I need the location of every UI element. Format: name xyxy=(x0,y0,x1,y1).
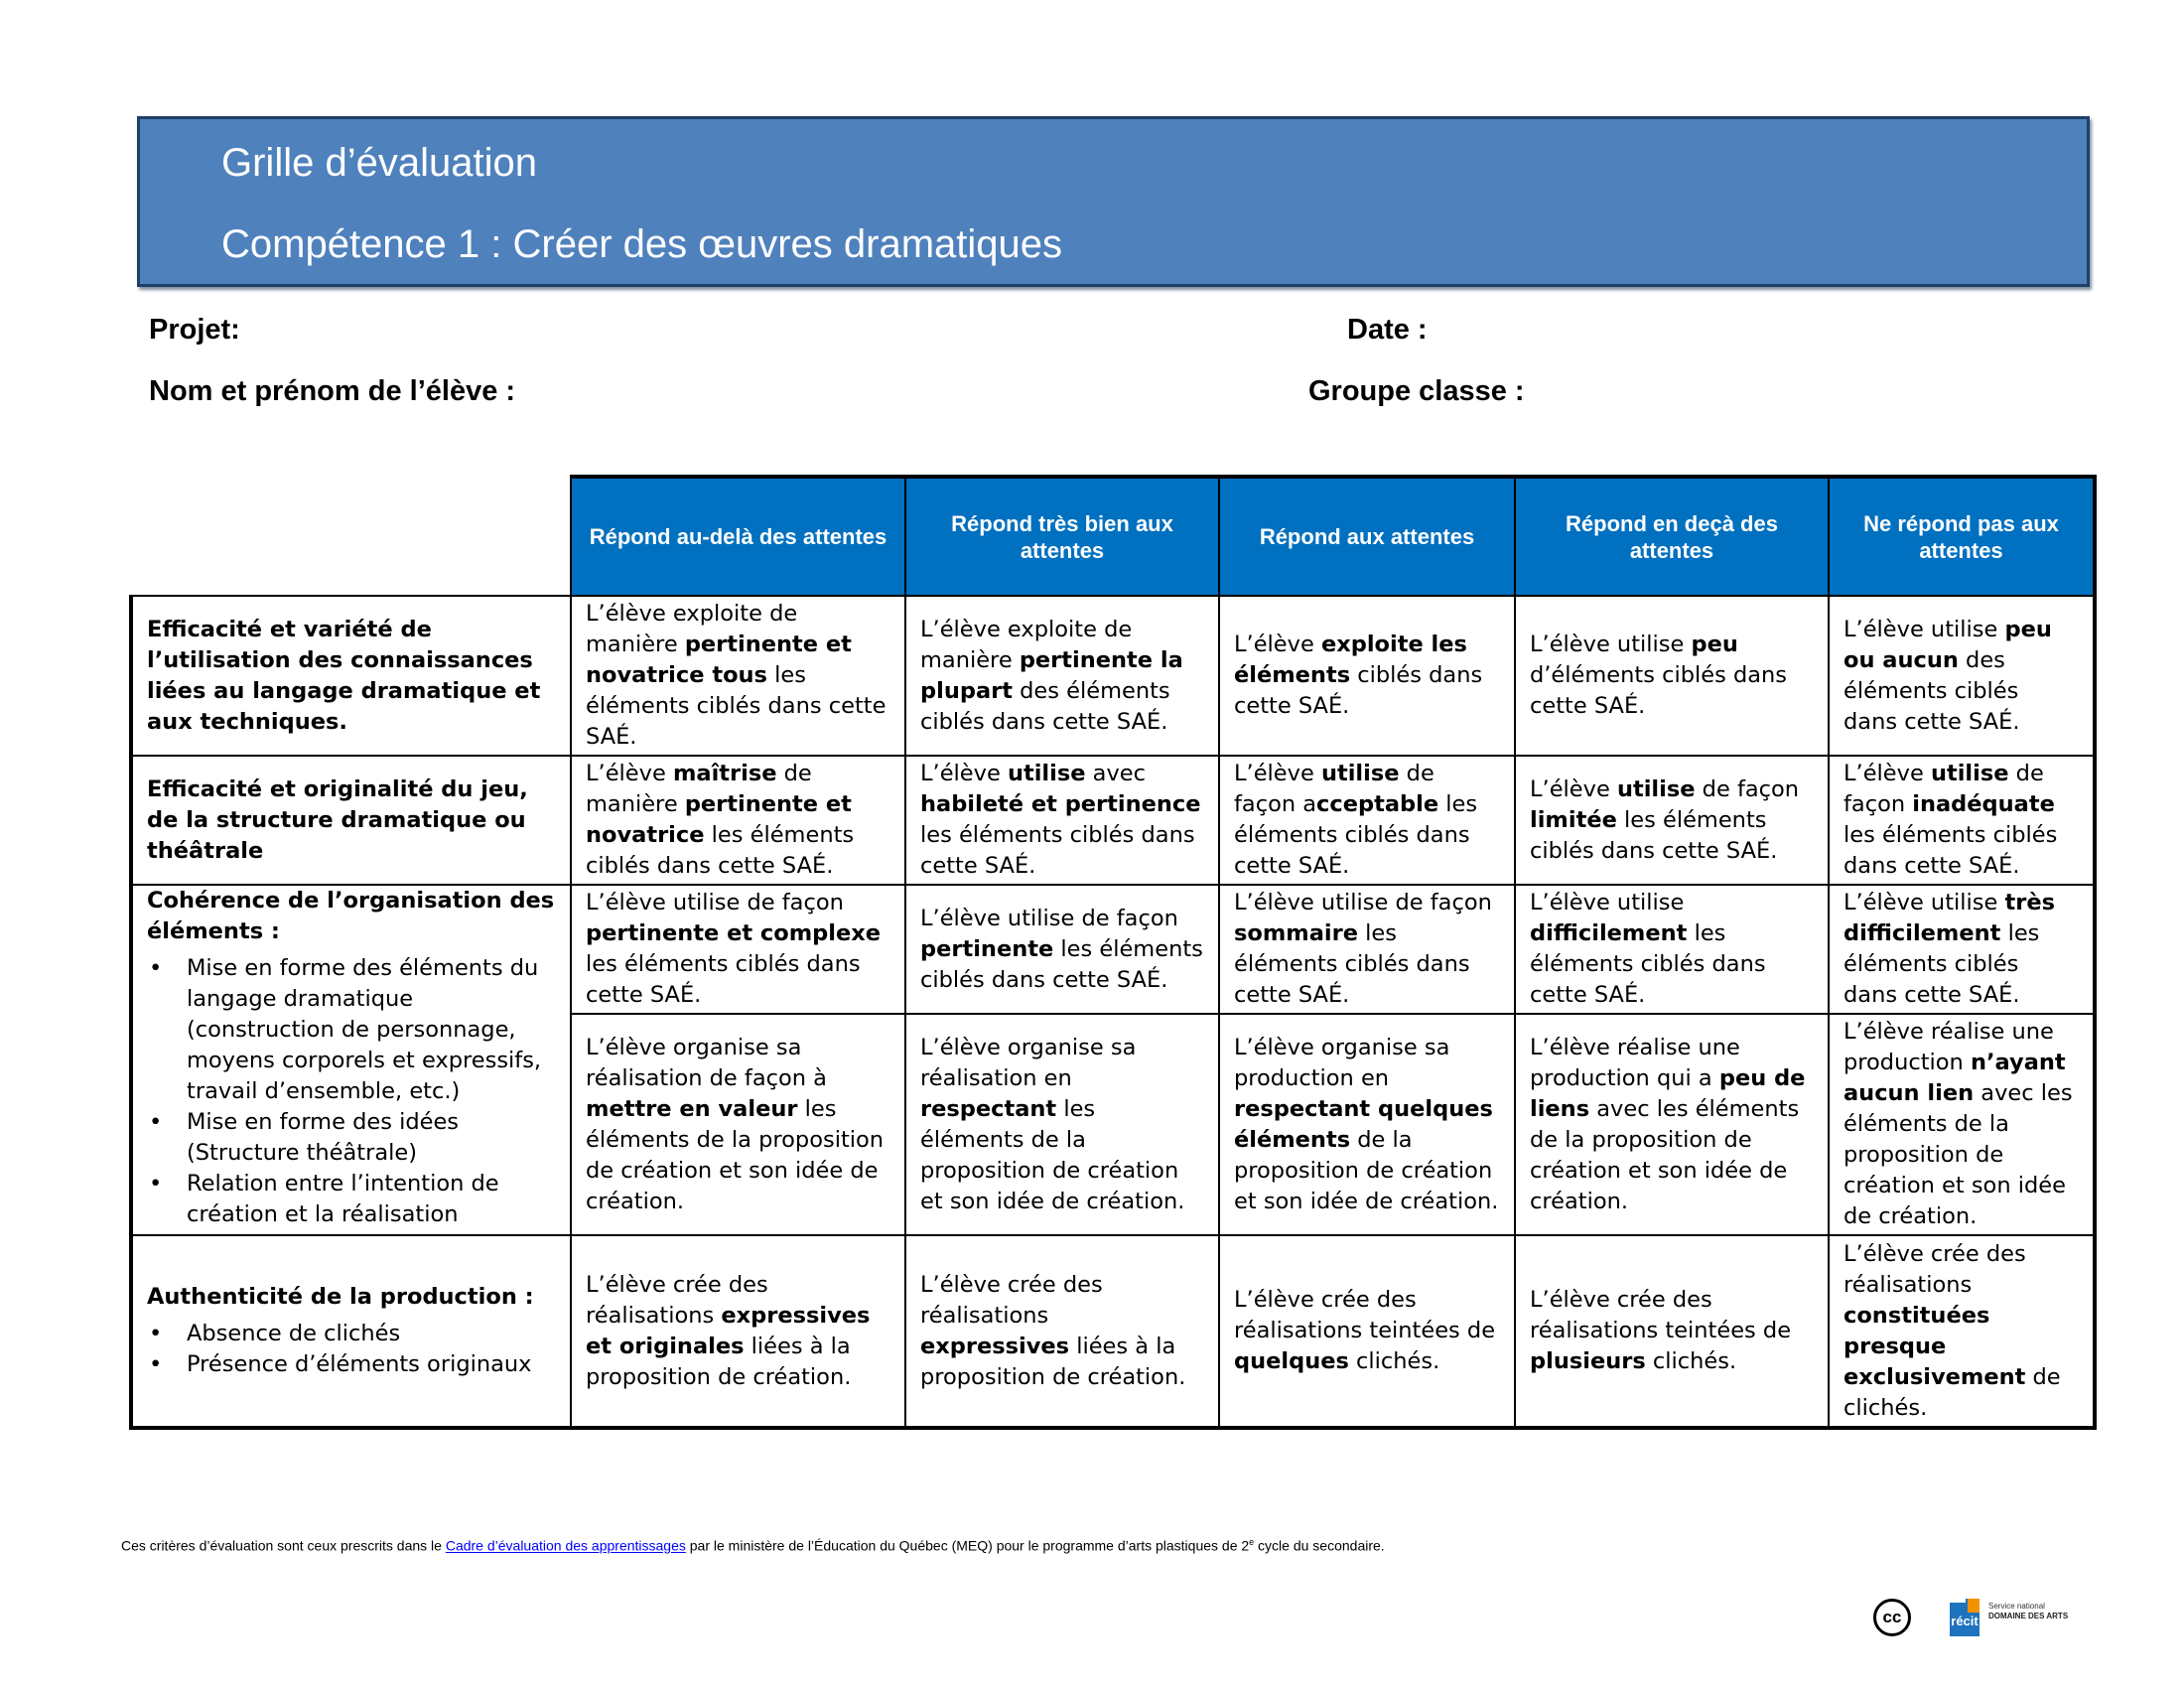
descriptor-cell xyxy=(1219,756,1515,885)
descriptor-cell xyxy=(905,596,1219,756)
descriptor-text: d’éléments ciblés dans cette SAÉ. xyxy=(1530,662,1788,719)
evaluation-grid xyxy=(129,475,2097,1430)
criterion-cell xyxy=(131,596,571,756)
descriptor-text: avec les éléments de la proposition de création et son idée de création. xyxy=(1843,1080,2073,1229)
descriptor-cell xyxy=(905,1235,1219,1428)
page-subtitle: Compétence 1 : Créer des œuvres dramatiques xyxy=(221,222,1063,266)
descriptor-text: les éléments ciblés dans cette SAÉ. xyxy=(586,951,861,1008)
descriptor-cell xyxy=(1829,756,2095,885)
descriptor-emphasis: exploite les éléments xyxy=(1234,632,1467,688)
criterion-title: Efficacité et variété de l’utilisation des connaissances liées au langage dramatique et aux techniques. xyxy=(147,616,541,735)
descriptor-text: L’élève xyxy=(1843,761,1931,786)
descriptor-text: L’élève crée des réalisations teintées de xyxy=(1234,1287,1496,1343)
descriptor-cell xyxy=(1219,1235,1515,1428)
descriptor-emphasis: pertinente la plupart xyxy=(920,646,1183,704)
criterion-title: Authenticité de la production : xyxy=(147,1284,534,1310)
column-header: Répond au-delà des attentes xyxy=(571,477,905,596)
column-header: Répond aux attentes xyxy=(1219,477,1515,596)
footer-note xyxy=(121,1537,1385,1554)
footer-text: par le ministère de l’Éducation du Québec (MEQ) pour le programme d’arts plastiques de 2 xyxy=(685,1537,1250,1554)
descriptor-emphasis: utilise xyxy=(1930,761,2009,786)
descriptor-text: L’élève réalise une production xyxy=(1843,1019,2054,1075)
descriptor-text: avec xyxy=(1085,761,1146,786)
descriptor-text: ciblés dans cette SAÉ. xyxy=(1234,662,1483,719)
descriptor-cell xyxy=(571,756,905,885)
descriptor-text: L’élève organise sa réalisation de façon à xyxy=(586,1034,827,1091)
descriptor-emphasis: pertinente xyxy=(920,935,1054,962)
column-header: Répond très bien aux attentes xyxy=(905,477,1219,596)
recit-domain-text: DOMAINE DES ARTS xyxy=(1988,1612,2069,1620)
descriptor-text: liées à la proposition de création. xyxy=(920,1333,1186,1390)
descriptor-text: L’élève réalise une production qui a xyxy=(1530,1034,1740,1091)
descriptor-text: L’élève xyxy=(1234,761,1321,786)
descriptor-text: L’élève crée des réalisations xyxy=(586,1271,768,1329)
cadre-evaluation-link[interactable]: Cadre d’évaluation des apprentissages xyxy=(445,1537,686,1554)
descriptor-text: L’élève utilise de façon xyxy=(1234,890,1492,915)
descriptor-emphasis: pertinente et complexe xyxy=(586,920,882,946)
descriptor-text: L’élève exploite de manière xyxy=(586,601,798,657)
student-name-label: Nom et prénom de l’élève : xyxy=(149,375,516,407)
criterion-cell xyxy=(131,1235,571,1428)
descriptor-cell xyxy=(1515,885,1829,1014)
criterion-bullet: • Mise en forme des éléments du langage dramatique (construction de personnage, moyens corporels et expressifs, travail d’ensemble, etc.) xyxy=(147,953,556,1107)
recit-word: récit xyxy=(1951,1614,1979,1628)
criterion-bullets xyxy=(147,1319,556,1380)
recit-service-text: Service national xyxy=(1988,1602,2045,1611)
descriptor-emphasis: plusieurs xyxy=(1530,1348,1646,1374)
descriptor-text: des éléments ciblés dans cette SAÉ. xyxy=(1843,646,2020,735)
descriptor-emphasis: difficilement xyxy=(1530,920,1688,946)
descriptor-cell xyxy=(1829,885,2095,1014)
criterion-bullet: • Relation entre l’intention de création et la réalisation xyxy=(147,1169,556,1230)
grid-corner xyxy=(131,477,571,596)
descriptor-text: L’élève utilise xyxy=(1843,890,2005,915)
recit-logo xyxy=(1946,1595,1983,1640)
descriptor-text: L’élève xyxy=(586,761,673,786)
column-header: Ne répond pas aux attentes xyxy=(1829,477,2095,596)
descriptor-cell xyxy=(905,1014,1219,1235)
descriptor-text: des éléments ciblés dans cette SAÉ. xyxy=(920,677,1170,735)
descriptor-text: L’élève organise sa réalisation en xyxy=(920,1034,1137,1091)
descriptor-emphasis: mettre en valeur xyxy=(586,1095,798,1122)
descriptor-text: L’élève crée des réalisations xyxy=(920,1271,1103,1329)
descriptor-emphasis: respectant quelques éléments xyxy=(1234,1095,1493,1153)
descriptor-text: L’élève utilise xyxy=(1530,890,1685,915)
descriptor-text: les éléments ciblés dans cette SAÉ. xyxy=(1234,920,1470,1008)
descriptor-cell xyxy=(1829,1014,2095,1235)
descriptor-emphasis: cceptable xyxy=(1316,791,1439,817)
descriptor-cell xyxy=(1515,756,1829,885)
descriptor-emphasis: expressives xyxy=(920,1333,1070,1359)
descriptor-text: les éléments ciblés dans cette SAÉ. xyxy=(586,822,855,879)
descriptor-text: L’élève xyxy=(1234,632,1321,657)
descriptor-text: clichés. xyxy=(1645,1348,1737,1374)
descriptor-cell xyxy=(1219,1014,1515,1235)
descriptor-emphasis: peu de liens xyxy=(1530,1064,1806,1122)
descriptor-text: de façon xyxy=(1695,775,1800,802)
descriptor-cell xyxy=(571,1235,905,1428)
title-banner xyxy=(137,116,2090,287)
descriptor-cell xyxy=(1515,1235,1829,1428)
descriptor-emphasis: maîtrise xyxy=(672,761,777,786)
descriptor-emphasis: respectant xyxy=(920,1095,1057,1122)
descriptor-text: les éléments ciblés dans cette SAÉ. xyxy=(1843,822,2058,879)
descriptor-text: les éléments de la proposition de création et son idée de création. xyxy=(920,1095,1185,1214)
descriptor-emphasis: sommaire xyxy=(1234,920,1358,946)
descriptor-text: les éléments ciblés dans cette SAÉ. xyxy=(586,662,887,750)
page-title: Grille d’évaluation xyxy=(221,141,537,185)
descriptor-text: les éléments ciblés dans cette SAÉ. xyxy=(1530,806,1778,864)
descriptor-emphasis: pertinente et novatrice tous xyxy=(586,632,852,688)
descriptor-cell xyxy=(571,596,905,756)
criterion-bullet: • Absence de clichés xyxy=(147,1319,556,1349)
descriptor-text: les éléments ciblés dans cette SAÉ. xyxy=(1843,920,2040,1008)
descriptor-text: L’élève crée des réalisations xyxy=(1843,1240,2026,1298)
criterion-cell xyxy=(131,885,571,1235)
descriptor-text: les éléments ciblés dans cette SAÉ. xyxy=(1530,920,1766,1008)
descriptor-text: de façon xyxy=(1843,761,2044,817)
criterion-title: Efficacité et originalité du jeu, de la structure dramatique ou théâtrale xyxy=(147,775,528,864)
descriptor-emphasis: constituées presque exclusivement xyxy=(1843,1302,2026,1390)
descriptor-text: clichés. xyxy=(1348,1348,1440,1374)
descriptor-cell xyxy=(1829,1235,2095,1428)
descriptor-text: de clichés. xyxy=(1843,1363,2061,1421)
descriptor-emphasis: expressives et originales xyxy=(586,1302,871,1359)
descriptor-text: les éléments de la proposition de création et son idée de création. xyxy=(586,1095,885,1214)
descriptor-text: L’élève utilise xyxy=(1530,632,1692,657)
descriptor-text: les éléments ciblés dans cette SAÉ. xyxy=(920,935,1203,993)
descriptor-text: L’élève xyxy=(920,761,1008,786)
descriptor-text: L’élève utilise xyxy=(1843,616,2005,642)
criterion-bullet: • Mise en forme des idées (Structure théâtrale) xyxy=(147,1107,556,1169)
footer-text: cycle du secondaire. xyxy=(1254,1537,1385,1554)
criterion-cell xyxy=(131,756,571,885)
descriptor-cell xyxy=(1515,1014,1829,1235)
descriptor-emphasis: limitée xyxy=(1530,806,1617,833)
descriptor-cell xyxy=(905,756,1219,885)
descriptor-cell xyxy=(1515,596,1829,756)
descriptor-text: L’élève utilise de façon xyxy=(586,890,844,915)
descriptor-text: liées à la proposition de création. xyxy=(586,1333,852,1390)
descriptor-text: L’élève organise sa production en xyxy=(1234,1034,1450,1091)
descriptor-emphasis: habileté et pertinence xyxy=(920,791,1201,817)
class-group-label: Groupe classe : xyxy=(1308,375,1525,407)
descriptor-text: avec les éléments de la proposition de création et son idée de création. xyxy=(1530,1095,1800,1214)
criterion-bullet: • Présence d’éléments originaux xyxy=(147,1349,556,1380)
descriptor-emphasis: pertinente et novatrice xyxy=(586,791,852,848)
descriptor-text: de façon a xyxy=(1234,761,1434,817)
descriptor-cell xyxy=(1219,596,1515,756)
descriptor-text: les éléments ciblés dans cette SAÉ. xyxy=(920,822,1195,879)
descriptor-text: de manière xyxy=(586,761,812,817)
descriptor-cell xyxy=(1219,885,1515,1014)
creative-commons-icon: cc xyxy=(1873,1599,1911,1636)
descriptor-text: de la proposition de création et son idée de création. xyxy=(1234,1126,1499,1214)
recit-label xyxy=(1988,1602,2068,1621)
descriptor-emphasis: utilise xyxy=(1616,775,1696,802)
criterion-bullets xyxy=(147,953,556,1230)
descriptor-text: L’élève utilise de façon xyxy=(920,905,1178,931)
descriptor-text: L’élève crée des réalisations teintées de xyxy=(1530,1287,1792,1343)
descriptor-emphasis: utilise xyxy=(1007,761,1086,786)
footer-text: Ces critères d’évaluation sont ceux prescrits dans le xyxy=(121,1537,446,1554)
descriptor-emphasis: peu xyxy=(1691,632,1738,657)
descriptor-emphasis: utilise xyxy=(1320,761,1400,786)
descriptor-emphasis: n’ayant aucun lien xyxy=(1843,1050,2066,1106)
descriptor-cell xyxy=(571,1014,905,1235)
descriptor-emphasis: inadéquate xyxy=(1912,791,2055,817)
criterion-title: Cohérence de l’organisation des éléments : xyxy=(147,888,555,944)
descriptor-emphasis: très difficilement xyxy=(1843,890,2056,946)
descriptor-cell xyxy=(571,885,905,1014)
descriptor-cell xyxy=(1829,596,2095,756)
footer-superscript: e xyxy=(1249,1537,1255,1547)
descriptor-emphasis: quelques xyxy=(1234,1348,1349,1374)
descriptor-text: L’élève exploite de manière xyxy=(920,616,1133,673)
descriptor-text: les éléments ciblés dans cette SAÉ. xyxy=(1234,791,1478,879)
date-label: Date : xyxy=(1347,314,1428,346)
descriptor-text: L’élève xyxy=(1530,775,1617,802)
descriptor-emphasis: peu ou aucun xyxy=(1843,616,2052,673)
column-header: Répond en deçà des attentes xyxy=(1515,477,1829,596)
descriptor-cell xyxy=(905,885,1219,1014)
projet-label: Projet: xyxy=(149,314,240,346)
